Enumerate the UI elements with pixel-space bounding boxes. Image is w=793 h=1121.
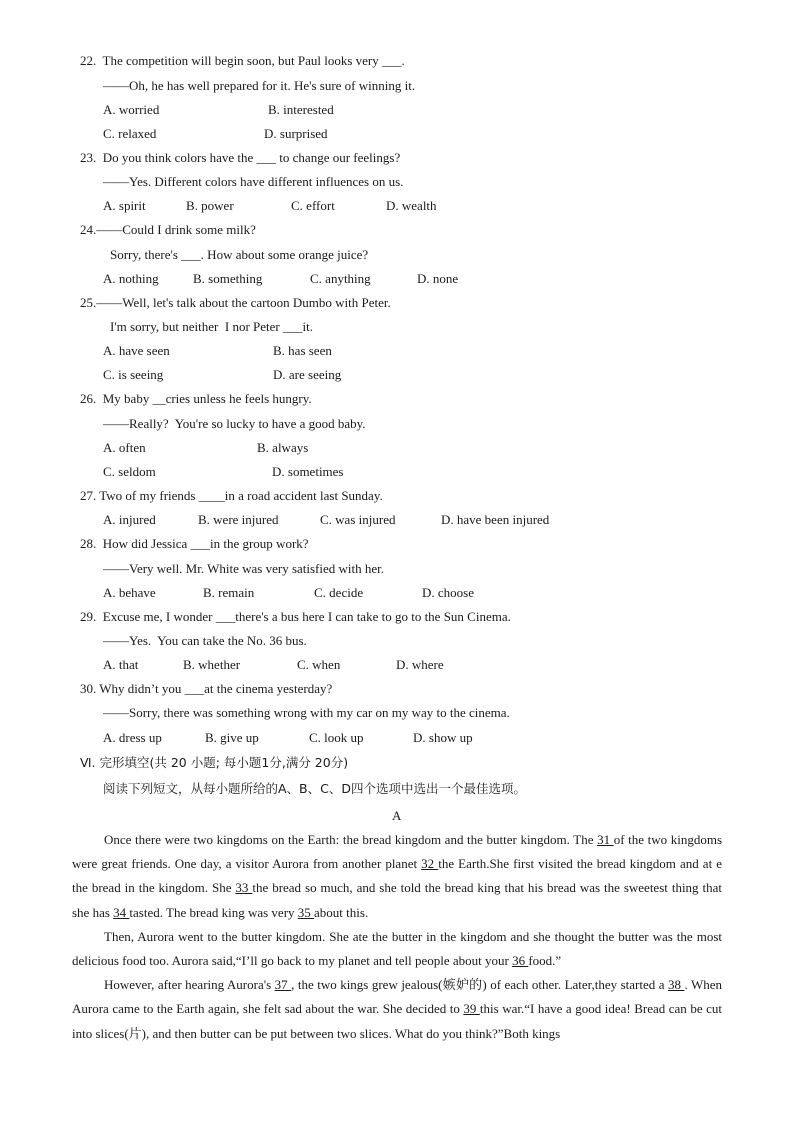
passage-label: A (392, 808, 402, 823)
section-instruction: 阅读下列短文，从每小题所给的A、B、C、D四个选项中选出一个最佳选项。 (103, 781, 526, 796)
question-27-stem: 27. Two of my friends ____in a road accident last Sunday. (80, 488, 383, 503)
passage-text: the bread so much, and she told the bread king that his bread was the sweetest thing that she has (72, 880, 722, 920)
passage-text: . When Aurora came to the Earth again, she felt sad about the war. She decided to (72, 977, 723, 1017)
blank-35: 35 (297, 904, 315, 920)
question-30-option-b: B. give up (205, 730, 259, 745)
passage-text: Then, Aurora went to the butter kingdom. She ate the butter in the kingdom and she thought the butter was the most delicious food too. Aurora said,“I’ll go back to my planet and tell people about your (72, 928, 722, 969)
question-25-option-b: B. has seen (273, 343, 332, 358)
question-24-dialog: Sorry, there's ___. How about some orange juice? (110, 247, 369, 262)
question-22-option-d: D. surprised (264, 126, 328, 141)
question-22-option-a: A. worried (103, 102, 160, 117)
blank-37: 37 (274, 977, 292, 993)
passage-text: about this. (314, 904, 369, 920)
question-26-stem: 26. My baby __cries unless he feels hungry. (80, 391, 312, 406)
passage-paragraph-1 (72, 828, 722, 925)
question-26-option-c: C. seldom (103, 464, 156, 479)
passage-text: , the two kings grew jealous(嫉妒的) of each other. Later,they started a (291, 977, 668, 993)
question-26-option-a: A. often (103, 440, 146, 455)
passage-text: the Earth.She first visited the bread kingdom and at e the bread in the kingdom. She (72, 856, 723, 896)
question-23-dialog: ——Yes. Different colors have different influences on us. (103, 174, 404, 189)
blank-39: 39 (463, 1001, 480, 1017)
passage-text: Once there were two kingdoms on the Earth: the bread kingdom and the butter kingdom. The (104, 832, 598, 847)
passage-text: food.” (528, 953, 562, 969)
passage-text: this war.“I have a good idea! Bread can be cut into slices(片), and then butter can be put between two slices. What do you think?”Both kings (72, 1001, 722, 1041)
question-24-option-b: B. something (193, 271, 263, 286)
question-27-option-a: A. injured (103, 512, 156, 527)
question-22-option-b: B. interested (268, 102, 334, 117)
question-27-option-b: B. were injured (198, 512, 279, 527)
question-28-stem: 28. How did Jessica ___in the group work? (80, 536, 309, 551)
question-25-dialog: I'm sorry, but neither I nor Peter ___it. (110, 319, 313, 334)
question-24-option-d: D. none (417, 271, 459, 286)
question-26-option-d: D. sometimes (272, 464, 344, 479)
question-23-option-b: B. power (186, 198, 234, 213)
blank-38: 38 (667, 977, 685, 993)
question-28-option-c: C. decide (314, 585, 364, 600)
question-25-option-c: C. is seeing (103, 367, 164, 382)
question-23-option-c: C. effort (291, 198, 335, 213)
passage-text: of the two kingdoms were great friends. One day, a visitor Aurora from another planet (72, 832, 722, 872)
blank-31: 31 (597, 832, 614, 847)
question-23-option-a: A. spirit (103, 198, 146, 213)
question-29-stem: 29. Excuse me, I wonder ___there's a bus here I can take to go to the Sun Cinema. (80, 609, 511, 624)
question-26-option-b: B. always (257, 440, 309, 455)
question-22-stem: 22. The competition will begin soon, but Paul looks very ___. (80, 53, 405, 68)
question-24-option-c: C. anything (310, 271, 371, 286)
question-26-dialog: ——Really? You're so lucky to have a good baby. (103, 416, 366, 431)
question-23-stem: 23. Do you think colors have the ___ to change our feelings? (80, 150, 401, 165)
question-29-option-c: C. when (297, 657, 341, 672)
passage-paragraph-3 (72, 973, 722, 1046)
question-30-stem: 30. Why didn’t you ___at the cinema yesterday? (80, 681, 333, 696)
question-30-dialog: ——Sorry, there was something wrong with my car on my way to the cinema. (103, 705, 510, 720)
blank-36: 36 (512, 953, 529, 969)
question-27-option-d: D. have been injured (441, 512, 550, 527)
passage-text: tasted. The bread king was very (129, 904, 298, 920)
question-27-option-c: C. was injured (320, 512, 396, 527)
question-24-stem: 24.——Could I drink some milk? (80, 222, 256, 237)
question-29-option-a: A. that (103, 657, 139, 672)
passage-body (72, 828, 722, 1046)
question-25-option-d: D. are seeing (273, 367, 342, 382)
question-25-option-a: A. have seen (103, 343, 170, 358)
question-24-option-a: A. nothing (103, 271, 159, 286)
question-28-option-b: B. remain (203, 585, 255, 600)
question-22-option-c: C. relaxed (103, 126, 157, 141)
blank-34: 34 (113, 904, 130, 920)
blank-32: 32 (421, 856, 439, 872)
passage-text: However, after hearing Aurora's (104, 977, 275, 993)
question-28-option-a: A. behave (103, 585, 156, 600)
question-30-option-d: D. show up (413, 730, 473, 745)
question-22-dialog: ——Oh, he has well prepared for it. He's sure of winning it. (103, 78, 416, 93)
question-28-dialog: ——Very well. Mr. White was very satisfied with her. (103, 561, 385, 576)
question-29-dialog: ——Yes. You can take the No. 36 bus. (103, 633, 307, 648)
question-23-option-d: D. wealth (386, 198, 437, 213)
question-29-option-d: D. where (396, 657, 444, 672)
question-30-option-c: C. look up (309, 730, 364, 745)
question-28-option-d: D. choose (422, 585, 474, 600)
blank-33: 33 (235, 880, 253, 896)
question-29-option-b: B. whether (183, 657, 241, 672)
passage-paragraph-2 (72, 925, 722, 973)
section-heading: Ⅵ. 完形填空(共 20 小题; 每小题1分,满分 20分) (80, 755, 349, 770)
question-30-option-a: A. dress up (103, 730, 162, 745)
question-25-stem: 25.——Well, let's talk about the cartoon Dumbo with Peter. (80, 295, 391, 310)
